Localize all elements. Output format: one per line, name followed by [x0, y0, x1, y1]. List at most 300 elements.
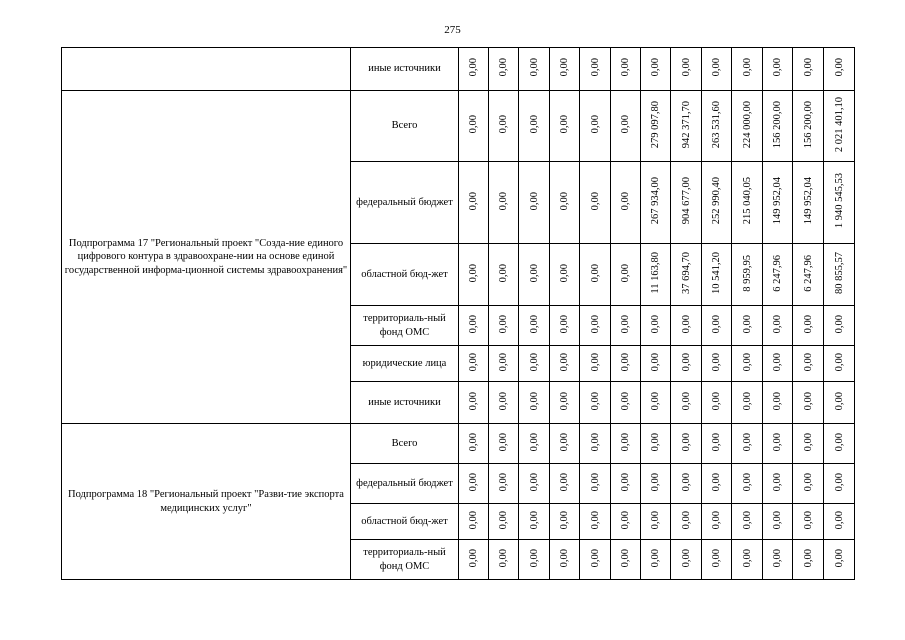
value-cell — [489, 382, 519, 424]
value-text: 0,00 — [772, 58, 783, 77]
value-text: 0,00 — [711, 510, 722, 530]
value-cell — [732, 346, 763, 382]
value-cell — [702, 48, 732, 91]
value-cell — [793, 464, 824, 504]
value-cell — [519, 306, 550, 346]
value-cell — [763, 464, 793, 504]
value-text: 0,00 — [650, 432, 661, 452]
value-text: 0,00 — [680, 352, 692, 372]
value-cell — [793, 306, 824, 346]
value-text: 0,00 — [802, 472, 814, 492]
value-cell — [702, 504, 732, 540]
value-text: 0,00 — [620, 115, 631, 134]
value-text: 0,00 — [589, 191, 601, 211]
value-cell — [732, 48, 763, 91]
value-text: 224 000,00 — [741, 100, 753, 149]
value-cell — [519, 244, 550, 306]
value-cell — [824, 504, 855, 540]
value-text: 10 541,20 — [711, 252, 722, 294]
value-text: 0,00 — [468, 391, 479, 411]
value-cell — [641, 504, 671, 540]
value-text: 0,00 — [559, 510, 570, 530]
value-text: 0,00 — [589, 58, 601, 77]
value-text: 0,00 — [833, 432, 845, 452]
value-cell — [671, 244, 702, 306]
value-cell — [732, 91, 763, 162]
value-cell — [580, 540, 611, 580]
value-text: 0,00 — [741, 58, 753, 77]
value-text: 0,00 — [620, 263, 631, 283]
value-cell — [793, 504, 824, 540]
value-cell — [489, 306, 519, 346]
value-cell — [763, 306, 793, 346]
value-text: 0,00 — [559, 432, 570, 452]
program-title-cell — [62, 48, 351, 91]
value-text: 6 247,96 — [802, 254, 814, 292]
value-text: 1 940 545,53 — [833, 173, 845, 229]
value-text: 0,00 — [498, 314, 509, 334]
value-text: 0,00 — [589, 548, 601, 568]
value-cell — [641, 48, 671, 91]
value-cell — [519, 48, 550, 91]
value-text: 0,00 — [528, 191, 540, 211]
value-cell — [580, 504, 611, 540]
value-text: 0,00 — [559, 391, 570, 411]
value-cell — [611, 91, 641, 162]
value-cell — [459, 504, 489, 540]
value-cell — [519, 504, 550, 540]
value-text: 0,00 — [528, 352, 540, 372]
value-cell — [793, 540, 824, 580]
value-text: 0,00 — [528, 58, 540, 77]
value-cell — [793, 424, 824, 464]
value-text: 0,00 — [528, 432, 540, 452]
value-cell — [489, 424, 519, 464]
value-cell — [611, 244, 641, 306]
value-text: 0,00 — [650, 510, 661, 530]
value-text: 0,00 — [741, 472, 753, 492]
value-text: 6 247,96 — [772, 254, 783, 292]
value-text: 0,00 — [802, 391, 814, 411]
value-cell — [671, 48, 702, 91]
value-cell — [611, 162, 641, 244]
value-cell — [793, 91, 824, 162]
value-text: 0,00 — [498, 391, 509, 411]
value-cell — [459, 91, 489, 162]
value-cell — [763, 244, 793, 306]
value-cell — [641, 540, 671, 580]
value-cell — [489, 91, 519, 162]
value-cell — [489, 346, 519, 382]
value-text: 0,00 — [680, 548, 692, 568]
value-text: 0,00 — [711, 391, 722, 411]
program-title-cell: Подпрограмма 18 "Региональный проект "Разви-тие экспорта медицинских услуг" — [62, 424, 351, 580]
value-text: 0,00 — [559, 191, 570, 211]
value-text: 0,00 — [772, 314, 783, 334]
value-text: 0,00 — [620, 352, 631, 372]
value-cell — [824, 244, 855, 306]
value-cell — [611, 424, 641, 464]
value-text: 0,00 — [741, 352, 753, 372]
value-text: 0,00 — [498, 58, 509, 77]
funding-source-cell: иные источники — [351, 382, 459, 424]
value-cell — [763, 162, 793, 244]
value-cell — [550, 244, 580, 306]
value-cell — [671, 382, 702, 424]
value-cell — [702, 464, 732, 504]
value-text: 0,00 — [772, 510, 783, 530]
value-cell — [489, 540, 519, 580]
value-cell — [671, 424, 702, 464]
value-cell — [763, 382, 793, 424]
value-text: 0,00 — [741, 510, 753, 530]
value-cell — [580, 48, 611, 91]
value-cell — [732, 424, 763, 464]
program-title-cell: Подпрограмма 17 "Региональный проект "Созда-ние единого цифрового контура в здравоохране-нии на основе единой государственной информа-ционной системы здравоохранения" — [62, 91, 351, 424]
value-text: 0,00 — [589, 314, 601, 334]
value-cell — [519, 162, 550, 244]
funding-source-cell: Всего — [351, 91, 459, 162]
value-text: 0,00 — [498, 352, 509, 372]
value-cell — [671, 162, 702, 244]
value-text: 0,00 — [741, 548, 753, 568]
funding-source-cell: территориаль-ный фонд ОМС — [351, 540, 459, 580]
value-text: 0,00 — [680, 391, 692, 411]
value-text: 0,00 — [802, 432, 814, 452]
value-text: 942 371,70 — [680, 100, 692, 149]
value-cell — [763, 48, 793, 91]
value-cell — [732, 244, 763, 306]
value-text: 0,00 — [498, 472, 509, 492]
value-cell — [489, 244, 519, 306]
value-cell — [489, 48, 519, 91]
value-text: 0,00 — [620, 432, 631, 452]
value-text: 0,00 — [680, 472, 692, 492]
value-text: 0,00 — [559, 115, 570, 134]
value-text: 0,00 — [498, 191, 509, 211]
value-text: 0,00 — [833, 510, 845, 530]
value-text: 0,00 — [498, 263, 509, 283]
table-row — [62, 48, 855, 91]
value-text: 0,00 — [802, 510, 814, 530]
funding-source-cell: областной бюд-жет — [351, 244, 459, 306]
value-text: 0,00 — [559, 472, 570, 492]
value-text: 156 200,00 — [802, 100, 814, 149]
value-cell — [459, 306, 489, 346]
value-text: 0,00 — [559, 58, 570, 77]
value-cell — [459, 382, 489, 424]
value-cell — [732, 504, 763, 540]
value-text: 0,00 — [620, 510, 631, 530]
value-text: 149 952,04 — [772, 177, 783, 225]
value-text: 0,00 — [772, 352, 783, 372]
value-cell — [519, 540, 550, 580]
value-cell — [580, 306, 611, 346]
value-cell — [459, 162, 489, 244]
value-text: 267 934,00 — [650, 177, 661, 225]
value-cell — [702, 162, 732, 244]
value-cell — [550, 162, 580, 244]
value-cell — [550, 540, 580, 580]
value-cell — [824, 346, 855, 382]
value-text: 0,00 — [833, 472, 845, 492]
value-cell — [489, 464, 519, 504]
value-text: 156 200,00 — [772, 100, 783, 149]
value-cell — [550, 306, 580, 346]
value-text: 0,00 — [468, 115, 479, 134]
value-cell — [793, 382, 824, 424]
value-cell — [702, 540, 732, 580]
value-cell — [641, 162, 671, 244]
value-text: 0,00 — [498, 432, 509, 452]
value-text: 0,00 — [589, 352, 601, 372]
value-text: 0,00 — [741, 391, 753, 411]
value-text: 0,00 — [620, 58, 631, 77]
value-cell — [550, 382, 580, 424]
value-text: 0,00 — [833, 548, 845, 568]
value-text: 0,00 — [772, 548, 783, 568]
value-cell — [459, 346, 489, 382]
value-text: 0,00 — [833, 58, 845, 77]
value-text: 0,00 — [468, 263, 479, 283]
value-cell — [793, 244, 824, 306]
value-cell — [641, 382, 671, 424]
value-text: 0,00 — [650, 391, 661, 411]
value-text: 0,00 — [833, 391, 845, 411]
value-cell — [611, 48, 641, 91]
value-text: 0,00 — [650, 352, 661, 372]
value-cell — [459, 464, 489, 504]
value-cell — [580, 91, 611, 162]
value-cell — [550, 464, 580, 504]
value-cell — [824, 424, 855, 464]
value-cell — [611, 504, 641, 540]
value-cell — [519, 424, 550, 464]
value-text: 0,00 — [680, 58, 692, 77]
funding-source-cell: федеральный бюджет — [351, 162, 459, 244]
value-cell — [732, 540, 763, 580]
value-cell — [702, 424, 732, 464]
value-text: 279 097,80 — [650, 100, 661, 149]
value-cell — [824, 540, 855, 580]
value-cell — [580, 464, 611, 504]
value-text: 0,00 — [680, 314, 692, 334]
value-text: 2 021 401,10 — [833, 96, 845, 153]
value-cell — [702, 306, 732, 346]
value-cell — [671, 346, 702, 382]
value-text: 0,00 — [559, 548, 570, 568]
value-cell — [702, 244, 732, 306]
value-cell — [641, 91, 671, 162]
value-text: 0,00 — [680, 510, 692, 530]
value-text: 0,00 — [711, 548, 722, 568]
value-text: 263 531,60 — [711, 100, 722, 149]
value-text: 0,00 — [498, 510, 509, 530]
value-text: 0,00 — [589, 391, 601, 411]
value-cell — [824, 382, 855, 424]
value-text: 215 040,05 — [741, 177, 753, 225]
value-text: 8 959,95 — [741, 254, 753, 292]
value-text: 0,00 — [528, 510, 540, 530]
value-text: 0,00 — [833, 352, 845, 372]
value-cell — [763, 424, 793, 464]
value-cell — [580, 424, 611, 464]
funding-source-cell: территориаль-ный фонд ОМС — [351, 306, 459, 346]
value-text: 0,00 — [620, 314, 631, 334]
value-cell — [763, 346, 793, 382]
value-cell — [459, 424, 489, 464]
value-cell — [519, 464, 550, 504]
value-cell — [824, 162, 855, 244]
value-cell — [702, 91, 732, 162]
value-text: 0,00 — [528, 314, 540, 334]
value-text: 0,00 — [711, 352, 722, 372]
value-cell — [519, 346, 550, 382]
value-cell — [550, 424, 580, 464]
value-text: 0,00 — [528, 263, 540, 283]
value-text: 0,00 — [711, 472, 722, 492]
value-cell — [611, 346, 641, 382]
value-cell — [671, 464, 702, 504]
table-body — [62, 48, 855, 580]
value-text: 0,00 — [772, 472, 783, 492]
value-cell — [671, 91, 702, 162]
value-cell — [793, 346, 824, 382]
value-cell — [611, 382, 641, 424]
value-text: 0,00 — [650, 58, 661, 77]
funding-source-cell: Всего — [351, 424, 459, 464]
value-text: 80 855,57 — [833, 252, 845, 294]
value-text: 37 694,70 — [680, 252, 692, 294]
value-text: 149 952,04 — [802, 177, 814, 225]
value-cell — [793, 48, 824, 91]
value-cell — [641, 244, 671, 306]
value-cell — [550, 504, 580, 540]
value-cell — [732, 162, 763, 244]
value-text: 0,00 — [620, 391, 631, 411]
value-text: 0,00 — [802, 548, 814, 568]
value-text: 0,00 — [620, 191, 631, 211]
value-cell — [641, 424, 671, 464]
value-text: 904 677,00 — [680, 177, 692, 225]
value-text: 0,00 — [559, 352, 570, 372]
value-text: 0,00 — [589, 115, 601, 134]
value-text: 0,00 — [802, 314, 814, 334]
value-cell — [671, 504, 702, 540]
value-cell — [550, 346, 580, 382]
value-cell — [702, 382, 732, 424]
value-text: 0,00 — [528, 115, 540, 134]
value-text: 0,00 — [741, 432, 753, 452]
value-text: 0,00 — [802, 352, 814, 372]
value-text: 0,00 — [620, 472, 631, 492]
value-text: 0,00 — [528, 391, 540, 411]
value-cell — [641, 346, 671, 382]
value-text: 0,00 — [498, 115, 509, 134]
value-cell — [550, 48, 580, 91]
value-text: 0,00 — [468, 314, 479, 334]
value-cell — [580, 244, 611, 306]
value-text: 0,00 — [589, 510, 601, 530]
value-text: 0,00 — [589, 263, 601, 283]
table-row — [62, 91, 855, 162]
funding-source-cell: областной бюд-жет — [351, 504, 459, 540]
budget-table — [61, 47, 855, 580]
value-text: 0,00 — [498, 548, 509, 568]
value-cell — [763, 504, 793, 540]
value-cell — [611, 464, 641, 504]
value-text: 0,00 — [468, 510, 479, 530]
value-text: 0,00 — [772, 432, 783, 452]
value-cell — [459, 244, 489, 306]
value-text: 0,00 — [468, 472, 479, 492]
value-cell — [793, 162, 824, 244]
value-text: 0,00 — [772, 391, 783, 411]
funding-source-cell: федеральный бюджет — [351, 464, 459, 504]
value-text: 0,00 — [589, 472, 601, 492]
value-cell — [459, 540, 489, 580]
value-text: 252 990,40 — [711, 177, 722, 225]
value-text: 0,00 — [468, 352, 479, 372]
value-text: 0,00 — [468, 548, 479, 568]
value-cell — [611, 306, 641, 346]
value-text: 0,00 — [711, 58, 722, 77]
value-cell — [489, 162, 519, 244]
value-text: 0,00 — [741, 314, 753, 334]
value-cell — [519, 91, 550, 162]
value-cell — [641, 306, 671, 346]
value-text: 0,00 — [802, 58, 814, 77]
value-text: 0,00 — [711, 432, 722, 452]
value-cell — [824, 48, 855, 91]
value-text: 0,00 — [650, 314, 661, 334]
table-row — [62, 424, 855, 464]
value-cell — [580, 382, 611, 424]
value-text: 0,00 — [528, 548, 540, 568]
value-text: 0,00 — [650, 548, 661, 568]
value-cell — [824, 91, 855, 162]
value-cell — [550, 91, 580, 162]
value-cell — [671, 540, 702, 580]
value-text: 0,00 — [528, 472, 540, 492]
value-cell — [763, 91, 793, 162]
value-cell — [459, 48, 489, 91]
value-text: 0,00 — [559, 314, 570, 334]
value-text: 0,00 — [589, 432, 601, 452]
page-number: 275 — [444, 24, 461, 36]
value-text: 0,00 — [620, 548, 631, 568]
value-cell — [763, 540, 793, 580]
value-cell — [732, 464, 763, 504]
value-cell — [824, 464, 855, 504]
value-text: 0,00 — [559, 263, 570, 283]
value-text: 0,00 — [711, 314, 722, 334]
value-cell — [580, 162, 611, 244]
value-cell — [824, 306, 855, 346]
value-text: 0,00 — [468, 432, 479, 452]
value-cell — [580, 346, 611, 382]
value-cell — [611, 540, 641, 580]
value-text: 0,00 — [680, 432, 692, 452]
funding-source-cell: юридические лица — [351, 346, 459, 382]
value-cell — [732, 382, 763, 424]
value-cell — [489, 504, 519, 540]
value-cell — [671, 306, 702, 346]
value-cell — [519, 382, 550, 424]
value-text: 0,00 — [833, 314, 845, 334]
funding-source-cell: иные источники — [351, 48, 459, 91]
value-text: 0,00 — [468, 191, 479, 211]
